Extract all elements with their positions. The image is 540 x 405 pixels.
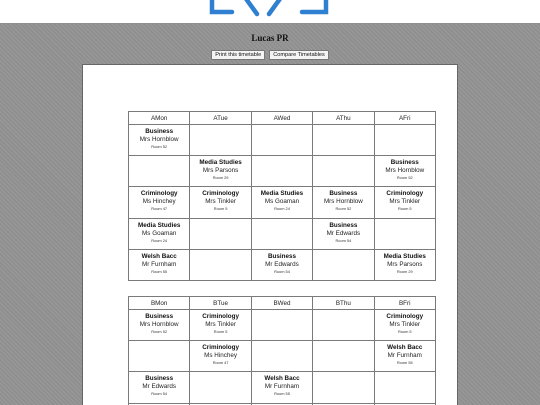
day-header: AFri	[374, 112, 435, 125]
lesson-subject: Welsh Bacc	[387, 344, 423, 352]
day-header: ATue	[190, 112, 251, 125]
period-row	[129, 218, 436, 249]
lesson-subject: Welsh Bacc	[264, 375, 300, 383]
day-header: BMon	[129, 297, 190, 310]
lesson-teacher: Ms Goaman	[142, 229, 177, 237]
empty-cell	[374, 218, 435, 249]
period-row	[129, 156, 436, 187]
lesson-subject: Media Studies	[138, 221, 181, 229]
lesson-subject: Criminology	[140, 190, 178, 198]
empty-cell	[313, 125, 374, 156]
lesson-subject: Business	[145, 313, 174, 320]
empty-cell	[313, 156, 374, 187]
toolbar	[0, 50, 540, 60]
lesson-room: Room 54	[335, 237, 352, 243]
header-band	[0, 0, 540, 24]
lesson-subject: Media Studies	[383, 252, 426, 260]
lesson-teacher: Mr Edwards	[265, 260, 299, 268]
empty-cell	[374, 372, 435, 403]
lesson-cell	[190, 341, 251, 372]
empty-cell	[129, 156, 190, 187]
lesson-subject: Business	[267, 252, 296, 260]
lesson-teacher: Mrs Hornblow	[385, 167, 425, 175]
timetable-paper	[82, 64, 458, 405]
lesson-room: Room 29	[212, 175, 229, 181]
lesson-subject: Business	[329, 221, 358, 229]
lesson-room: Room 52	[151, 329, 168, 334]
page-title: Lucas PR	[251, 33, 289, 43]
empty-cell	[313, 341, 374, 372]
empty-cell	[374, 125, 435, 156]
empty-cell	[129, 341, 190, 372]
day-header: AThu	[313, 112, 374, 125]
lesson-subject: Business	[145, 128, 174, 135]
lesson-teacher: Mr Furnham	[387, 352, 422, 360]
lesson-subject: Welsh Bacc	[141, 252, 177, 260]
timetable-week-b	[128, 296, 436, 405]
empty-cell	[190, 249, 251, 280]
empty-cell	[251, 218, 312, 249]
day-header: BTue	[190, 297, 251, 310]
lesson-teacher: Mrs Tinkler	[389, 198, 421, 206]
lesson-cell	[190, 310, 251, 341]
empty-cell	[190, 372, 251, 403]
school-logo	[200, 0, 340, 22]
lesson-room: Room 5	[397, 206, 412, 212]
day-header: AMon	[129, 112, 190, 125]
period-row	[129, 310, 436, 341]
day-header: BThu	[313, 297, 374, 310]
print-timetable-button[interactable]: Print this timetable	[211, 50, 265, 60]
lesson-room: Room 5	[213, 206, 228, 212]
lesson-cell	[190, 156, 251, 187]
lesson-cell	[129, 218, 190, 249]
lesson-cell	[374, 249, 435, 280]
empty-cell	[251, 156, 312, 187]
day-header: AWed	[251, 112, 312, 125]
lesson-cell	[190, 187, 251, 218]
lesson-cell	[251, 372, 312, 403]
lesson-room: Room 52	[151, 144, 168, 149]
lesson-room: Room 54	[151, 391, 168, 397]
lesson-teacher: Mrs Parsons	[202, 167, 239, 175]
lesson-cell	[374, 310, 435, 341]
lesson-cell	[374, 156, 435, 187]
day-header-row	[129, 297, 436, 310]
lesson-cell	[129, 372, 190, 403]
lesson-subject: Business	[390, 159, 419, 167]
lesson-teacher: Mr Edwards	[142, 383, 176, 391]
lesson-teacher: Mrs Hornblow	[323, 198, 363, 206]
lesson-room: Room 47	[212, 360, 229, 366]
lesson-teacher: Ms Goaman	[264, 198, 300, 206]
lesson-room: Room 52	[335, 206, 352, 212]
lesson-teacher: Mr Furnham	[264, 383, 300, 391]
lesson-cell	[251, 187, 312, 218]
empty-cell	[313, 372, 374, 403]
period-row	[129, 187, 436, 218]
lesson-room: Room 5	[397, 329, 412, 334]
lesson-room: Room 55	[396, 360, 413, 366]
lesson-subject: Criminology	[202, 190, 239, 198]
empty-cell	[251, 341, 312, 372]
lesson-subject: Criminology	[202, 344, 239, 352]
compare-timetables-button[interactable]: Compare Timetables	[269, 50, 329, 60]
lesson-cell	[129, 187, 190, 218]
lesson-subject: Criminology	[386, 190, 424, 198]
lesson-room: Room 55	[274, 391, 290, 397]
lesson-teacher: Mrs Tinkler	[205, 321, 236, 328]
lesson-room: Room 54	[274, 268, 290, 274]
lesson-room: Room 55	[151, 268, 168, 274]
lesson-cell	[374, 187, 435, 218]
period-row	[129, 372, 436, 403]
empty-cell	[190, 218, 251, 249]
lesson-teacher: Mrs Hornblow	[139, 321, 179, 328]
lesson-teacher: Mrs Tinkler	[389, 321, 421, 328]
lesson-room: Room 52	[396, 175, 413, 181]
day-header-row	[129, 112, 436, 125]
empty-cell	[251, 310, 312, 341]
lesson-teacher: Mr Edwards	[326, 229, 361, 237]
lesson-teacher: Mrs Parsons	[387, 260, 423, 268]
lesson-subject: Media Studies	[260, 190, 304, 198]
lesson-teacher: Ms Hinchey	[142, 198, 176, 206]
lesson-subject: Criminology	[202, 313, 239, 320]
lesson-cell	[251, 249, 312, 280]
lesson-subject: Media Studies	[199, 159, 242, 167]
lesson-subject: Criminology	[386, 313, 424, 320]
empty-cell	[313, 249, 374, 280]
lesson-subject: Business	[329, 190, 358, 198]
lesson-room: Room 47	[151, 206, 168, 212]
lesson-cell	[374, 341, 435, 372]
lesson-cell	[129, 249, 190, 280]
lesson-teacher: Mrs Tinkler	[205, 198, 236, 206]
lesson-cell	[129, 125, 190, 156]
period-row	[129, 341, 436, 372]
lesson-teacher: Mrs Hornblow	[139, 136, 179, 143]
lesson-room: Room 29	[396, 268, 413, 274]
lesson-teacher: Ms Hinchey	[204, 352, 238, 360]
empty-cell	[313, 310, 374, 341]
timetable-week-a	[128, 111, 436, 281]
lesson-room: Room 24	[151, 237, 168, 243]
lesson-cell	[313, 218, 374, 249]
lesson-room: Room 24	[274, 206, 290, 212]
empty-cell	[190, 125, 251, 156]
lesson-cell	[129, 310, 190, 341]
empty-cell	[251, 125, 312, 156]
period-row	[129, 249, 436, 280]
period-row	[129, 125, 436, 156]
day-header: BFri	[374, 297, 435, 310]
lesson-subject: Business	[145, 375, 174, 383]
day-header: BWed	[251, 297, 312, 310]
lesson-cell	[313, 187, 374, 218]
lesson-teacher: Mr Furnham	[142, 260, 177, 268]
lesson-room: Room 5	[213, 329, 228, 334]
